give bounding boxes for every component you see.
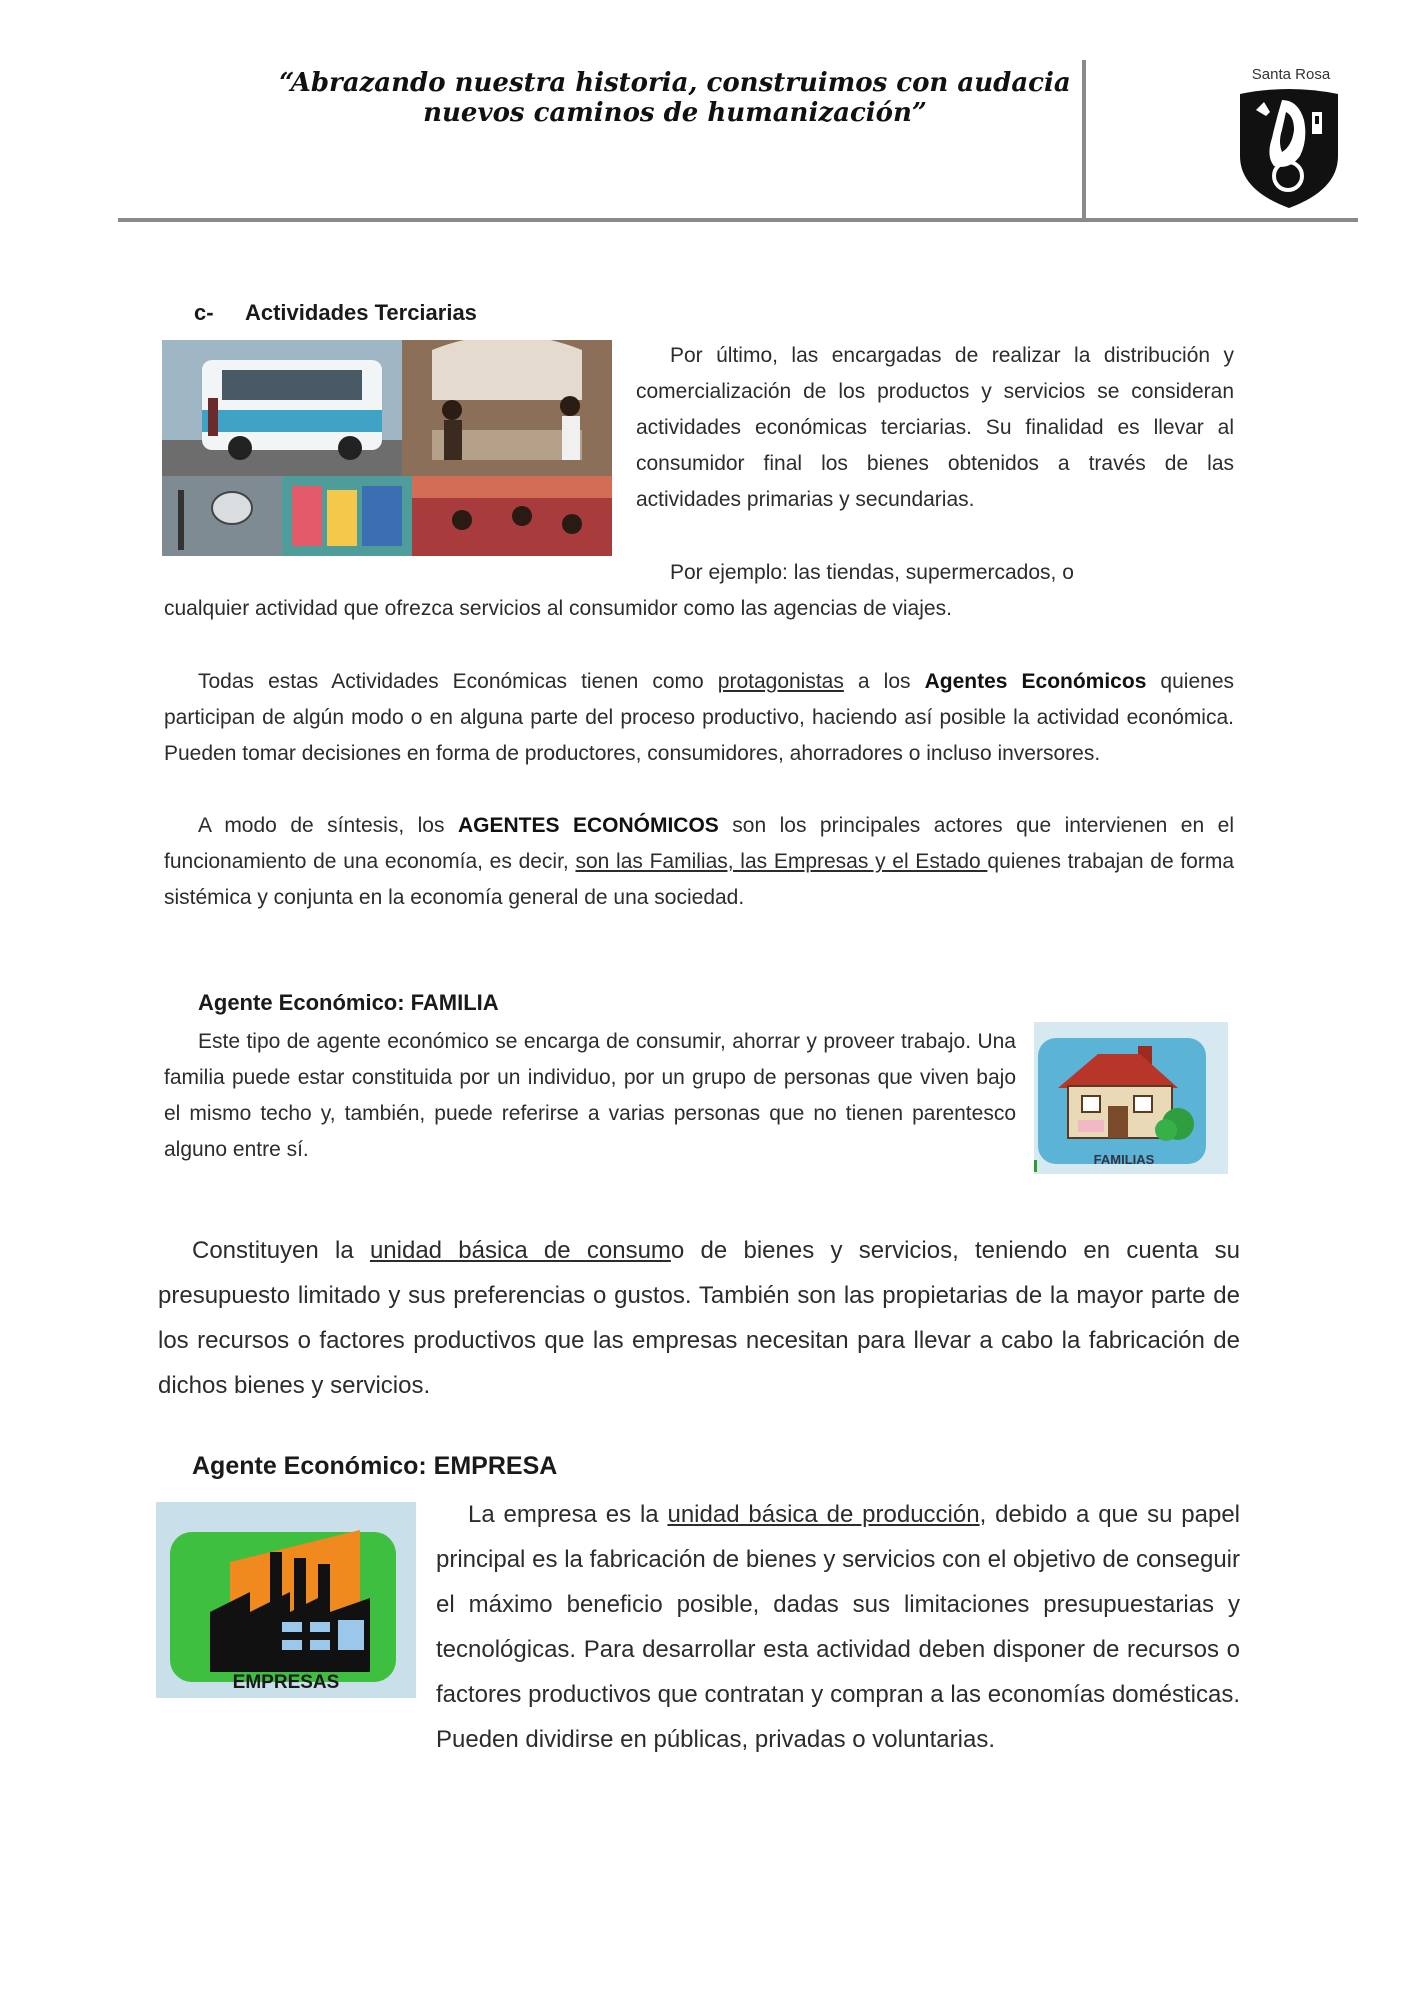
agentes-text: son los principales actores que intervienen en el funcionamiento de una economía, es decir, bbox=[164, 814, 1234, 873]
agentes-text: quienes participan de algún modo o en alguna parte del proceso productivo, haciendo así posible la actividad económica. Pueden tomar decisiones en forma de productores, consumidores, ahorradores o incluso inversores. bbox=[164, 670, 1234, 765]
empresa-underlined-term: unidad básica de producción bbox=[667, 1501, 980, 1528]
familia-paragraph-2 bbox=[158, 1228, 1240, 1408]
empresa-text: , debido a que su papel principal es la fabricación de bienes y servicios con el objetivo de conseguir el máximo beneficio posible, dadas sus limitaciones presupuestarias y tecnológicas. Para desarrollar esta actividad deben disponer de recursos o factores productivos que contratan y compran a las economías domésticas. Pueden dividirse en públicas, privadas o voluntarias. bbox=[436, 1501, 1240, 1753]
agentes-bold-term: Agentes Económicos bbox=[924, 670, 1147, 693]
familia-paragraph-1: Este tipo de agente económico se encarga de consumir, ahorrar y proveer trabajo. Una familia puede estar constituida por un individuo, por un grupo de personas que viven bajo el mismo techo y, también, puede referirse a varias personas que no tienen parentesco alguno entre sí. bbox=[164, 1030, 1016, 1161]
agentes-protagonistas: protagonistas bbox=[717, 670, 844, 693]
familia-text: o de bienes y servicios, teniendo en cuenta su presupuesto limitado y sus preferencias o gustos. También son las propietarias de la mayor parte de los recursos o factores productivos que las empresas necesitan para llevar a cabo la fabricación de dichos bienes y servicios. bbox=[158, 1237, 1240, 1399]
agentes-bold-term: AGENTES ECONÓMICOS bbox=[457, 814, 719, 837]
agentes-paragraph-2 bbox=[164, 808, 1234, 916]
school-shield-logo bbox=[1234, 86, 1344, 210]
section-heading-familia: Agente Económico: FAMILIA bbox=[198, 990, 499, 1015]
familia-underlined-term: unidad básica de consum bbox=[369, 1237, 671, 1264]
house-icon bbox=[1048, 1040, 1198, 1144]
terciarias-paragraph-1: Por último, las encargadas de realizar la distribución y comercialización de los productos y servicios se consideran actividades económicas terciarias. Su finalidad es llevar al consumidor final los bienes obtenidos a través de las actividades primarias y secundarias. bbox=[636, 344, 1234, 511]
agentes-paragraph-1 bbox=[164, 664, 1234, 772]
header-divider-horizontal bbox=[118, 218, 1358, 222]
familias-image-label: FAMILIAS bbox=[1093, 1152, 1155, 1167]
section-heading-terciarias bbox=[194, 300, 477, 326]
empresa-paragraph bbox=[158, 1492, 1240, 1774]
section-heading-empresa: Agente Económico: EMPRESA bbox=[192, 1452, 558, 1480]
familia-text: Constituyen la bbox=[192, 1237, 370, 1264]
agentes-underlined-list: son las Familias, las Empresas y el Estado bbox=[575, 850, 988, 873]
brand-name: Santa Rosa bbox=[1251, 66, 1331, 83]
empresas-image-label: EMPRESAS bbox=[232, 1672, 340, 1693]
terciarias-paragraph-2: cualquier actividad que ofrezca servicios al consumidor como las agencias de viajes. bbox=[164, 597, 952, 620]
heading-prefix: c- bbox=[194, 300, 214, 325]
terciarias-paragraph-2-line-1: Por ejemplo: las tiendas, supermercados, o bbox=[670, 561, 1074, 584]
header-divider-vertical bbox=[1082, 60, 1086, 220]
agentes-text: quienes trabajan de forma sistémica y conjunta en la economía general de una sociedad. bbox=[164, 850, 1234, 909]
agentes-text: A modo de síntesis, los bbox=[198, 814, 458, 837]
collage-image bbox=[162, 340, 612, 556]
empresa-text: La empresa es la bbox=[468, 1501, 668, 1528]
heading-title: Actividades Terciarias bbox=[244, 300, 477, 325]
agentes-text: a los bbox=[843, 670, 925, 693]
header-motto: “Abrazando nuestra historia, construimos con audacia nuevos caminos de humanización” bbox=[279, 68, 1071, 128]
agentes-text: Todas estas Actividades Económicas tienen como bbox=[198, 670, 718, 693]
familias-image bbox=[1034, 1022, 1228, 1174]
